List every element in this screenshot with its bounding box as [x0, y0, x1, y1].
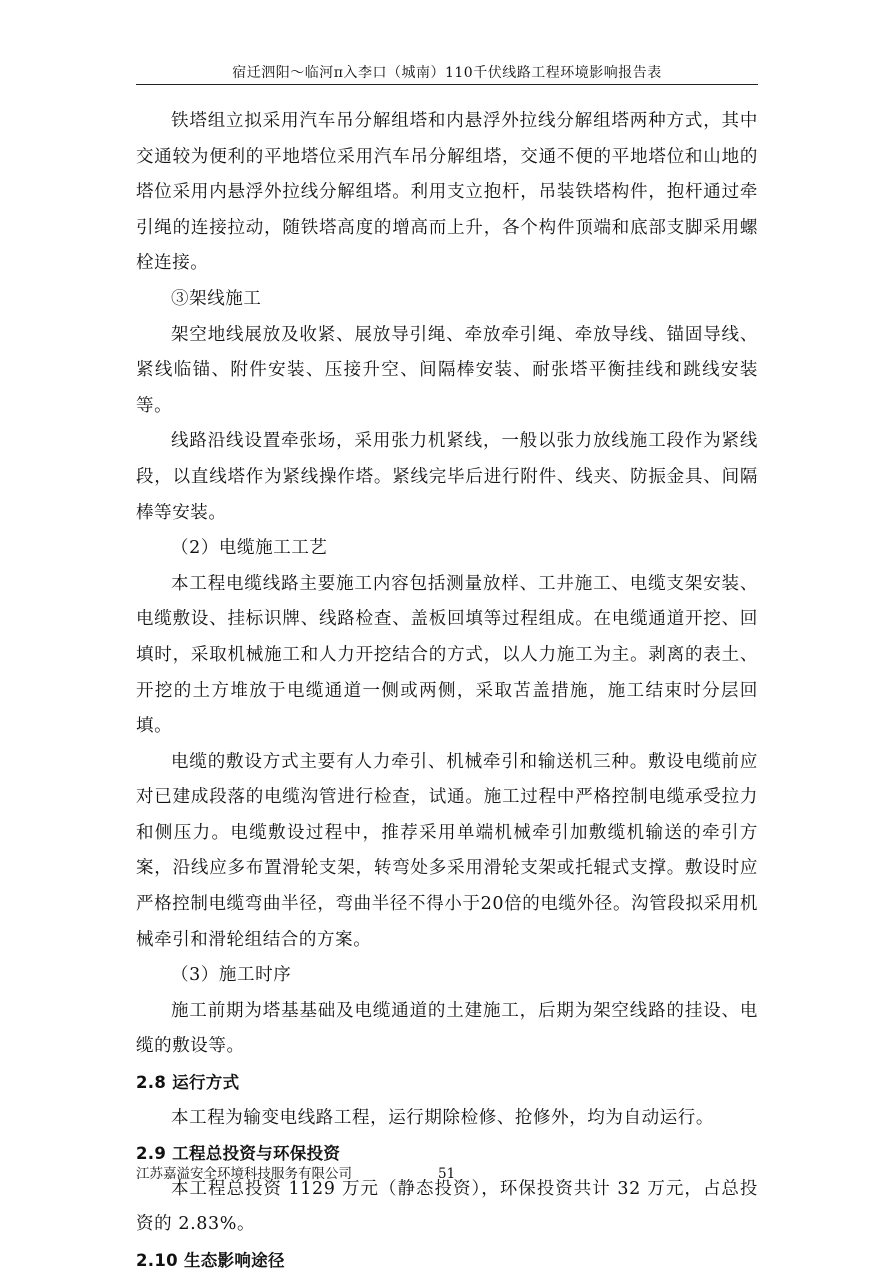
page-footer: [136, 1164, 758, 1184]
paragraph-tower-erection: 铁塔组立拟采用汽车吊分解组塔和内悬浮外拉线分解组塔两种方式，其中交通较为便利的平地塔位采用汽车吊分解组塔，交通不便的平地塔位和山地的塔位采用内悬浮外拉线分解组塔。利用支立抱杆，吊装铁塔构件，抱杆通过牵引绳的连接拉动，随铁塔高度的增高而上升，各个构件顶端和底部支脚采用螺栓连接。: [136, 111, 758, 274]
paragraph-cable-laying: 电缆的敷设方式主要有人力牵引、机械牵引和输送机三种。敷设电缆前应对已建成段落的电缆沟管进行检查，试通。施工过程中严格控制电缆承受拉力和侧压力。电缆敷设过程中，推荐采用单端机械牵引加敷缆机输送的牵引方案，沿线应多布置滑轮支架，转弯处多采用滑轮支架或托辊式支撑。敷设时应严格控制电缆弯曲半径，弯曲半径不得小于20倍的电缆外径。沟管段拟采用机械牵引和滑轮组结合的方案。: [136, 751, 758, 950]
paragraph-cable-content: 本工程电缆线路主要施工内容包括测量放样、工井施工、电缆支架安装、电缆敷设、挂标识牌、线路检查、盖板回填等过程组成。在电缆通道开挖、回填时，采取机械施工和人力开挖结合的方式，以人力施工为主。剥离的表土、开挖的土方堆放于电缆通道一侧或两侧，采取苫盖措施，施工结束时分层回填。: [136, 573, 758, 737]
paragraph-sequence: 施工前期为塔基基础及电缆通道的土建施工，后期为架空线路的挂设、电缆的敷设等。: [136, 1000, 758, 1057]
page-header: 宿迁泗阳～临河π入李口（城南）110千伏线路工程环境影响报告表: [232, 65, 662, 81]
header-rule: [136, 84, 758, 85]
page-number: 51: [438, 1166, 456, 1182]
subheading-sequence: （3）施工时序: [171, 965, 292, 986]
section-heading-ecology: 2.10 生态影响途径: [136, 1251, 285, 1270]
paragraph-operation: 本工程为输变电线路工程，运行期除检修、抢修外，均为自动运行。: [171, 1107, 714, 1128]
paragraph-tension-field: 线路沿线设置牵张场，采用张力机紧线，一般以张力放线施工段作为紧线段，以直线塔作为紧线操作塔。紧线完毕后进行附件、线夹、防振金具、间隔棒等安装。: [136, 431, 758, 523]
subheading-cable-process: （2）电缆施工工艺: [171, 538, 328, 559]
section-heading-investment: 2.9 工程总投资与环保投资: [136, 1144, 341, 1164]
subheading-stringing: ③架线施工: [171, 288, 262, 309]
document-body: [136, 104, 758, 1279]
paragraph-investment: 本工程总投资 1129 万元（静态投资），环保投资共计 32 万元，占总投资的 2.83%。: [136, 1178, 758, 1235]
section-heading-operation: 2.8 运行方式: [136, 1073, 240, 1093]
footer-company: 江苏嘉溢安全环境科技服务有限公司: [136, 1166, 352, 1182]
paragraph-stringing-steps: 架空地线展放及收紧、展放导引绳、牵放牵引绳、牵放导线、锚固导线、紧线临锚、附件安装、压接升空、间隔棒安装、耐张塔平衡挂线和跳线安装等。: [136, 324, 758, 416]
